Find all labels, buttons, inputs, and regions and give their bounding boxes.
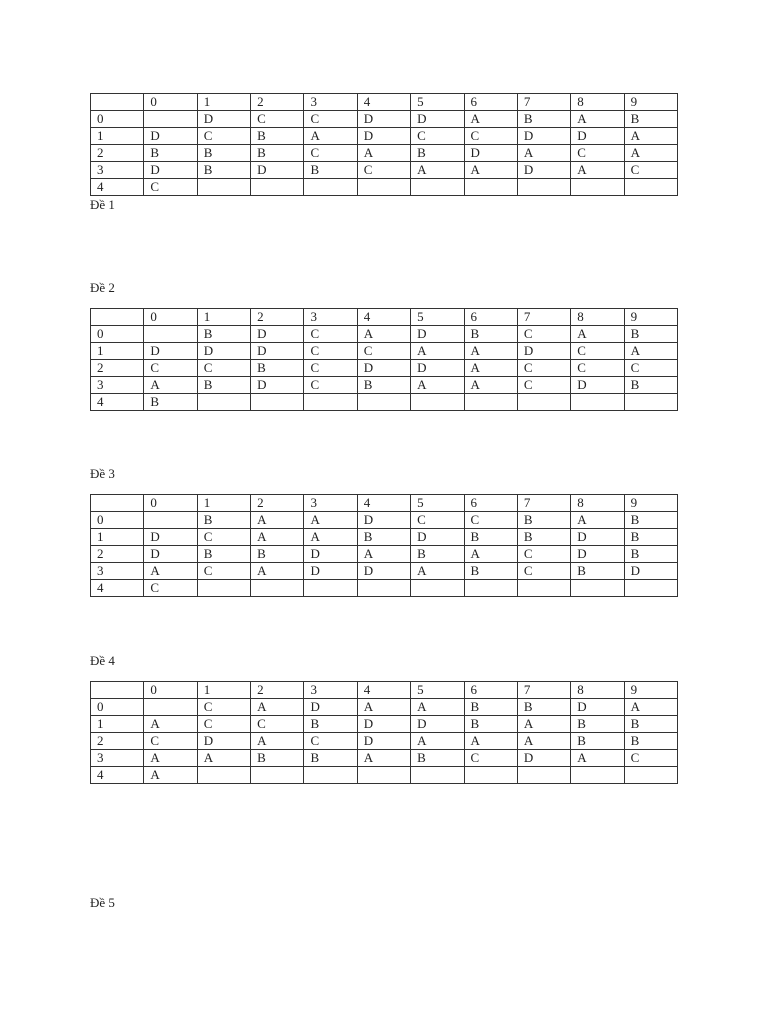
answer-cell: D bbox=[197, 733, 250, 750]
answer-cell: B bbox=[197, 326, 250, 343]
answer-cell: D bbox=[464, 145, 517, 162]
table-row bbox=[91, 716, 678, 733]
answer-cell: B bbox=[251, 145, 304, 162]
answer-cell: D bbox=[251, 326, 304, 343]
table-row bbox=[91, 179, 678, 196]
answer-cell: C bbox=[197, 360, 250, 377]
answer-cell: B bbox=[464, 699, 517, 716]
answer-cell: A bbox=[411, 343, 464, 360]
header-cell: 1 bbox=[197, 495, 250, 512]
answer-cell: A bbox=[571, 162, 624, 179]
answer-cell: D bbox=[517, 343, 570, 360]
answer-cell bbox=[304, 179, 357, 196]
answer-cell: C bbox=[464, 128, 517, 145]
header-cell bbox=[91, 495, 144, 512]
answer-cell: C bbox=[517, 377, 570, 394]
header-cell: 0 bbox=[144, 94, 197, 111]
answer-cell bbox=[571, 394, 624, 411]
answer-cell bbox=[304, 394, 357, 411]
header-cell: 5 bbox=[411, 309, 464, 326]
answer-cell: A bbox=[251, 512, 304, 529]
answer-cell bbox=[411, 179, 464, 196]
answer-cell bbox=[251, 179, 304, 196]
row-index-cell: 4 bbox=[91, 179, 144, 196]
answer-cell: C bbox=[464, 750, 517, 767]
answer-cell: C bbox=[304, 733, 357, 750]
answer-cell: D bbox=[251, 377, 304, 394]
answer-cell: C bbox=[624, 750, 677, 767]
header-cell: 8 bbox=[571, 495, 624, 512]
answer-cell: C bbox=[304, 326, 357, 343]
header-cell bbox=[91, 682, 144, 699]
answer-cell: A bbox=[571, 111, 624, 128]
answer-cell: B bbox=[571, 563, 624, 580]
answer-cell: D bbox=[517, 128, 570, 145]
row-index-cell: 3 bbox=[91, 162, 144, 179]
answer-table-de-1 bbox=[90, 93, 678, 196]
answer-cell: D bbox=[304, 546, 357, 563]
answer-cell: C bbox=[251, 111, 304, 128]
answer-cell: A bbox=[571, 750, 624, 767]
answer-cell bbox=[357, 580, 410, 597]
table-row bbox=[91, 733, 678, 750]
answer-cell: C bbox=[144, 360, 197, 377]
answer-cell: B bbox=[144, 394, 197, 411]
row-index-cell: 4 bbox=[91, 767, 144, 784]
answer-cell: C bbox=[304, 111, 357, 128]
row-index-cell: 2 bbox=[91, 546, 144, 563]
answer-cell: B bbox=[251, 546, 304, 563]
answer-cell bbox=[571, 580, 624, 597]
answer-cell: B bbox=[517, 111, 570, 128]
header-cell: 9 bbox=[624, 309, 677, 326]
answer-cell: A bbox=[251, 733, 304, 750]
header-cell: 8 bbox=[571, 682, 624, 699]
header-cell: 6 bbox=[464, 309, 517, 326]
table-row bbox=[91, 343, 678, 360]
table-row bbox=[91, 377, 678, 394]
label-de-1: Đề 1 bbox=[90, 197, 115, 212]
row-index-cell: 4 bbox=[91, 394, 144, 411]
answer-cell: D bbox=[357, 716, 410, 733]
answer-cell: A bbox=[464, 360, 517, 377]
answer-cell: C bbox=[411, 128, 464, 145]
answer-cell: A bbox=[357, 750, 410, 767]
answer-cell: C bbox=[197, 716, 250, 733]
answer-cell: B bbox=[197, 512, 250, 529]
answer-cell: B bbox=[197, 546, 250, 563]
answer-cell: B bbox=[464, 529, 517, 546]
answer-cell: D bbox=[144, 529, 197, 546]
header-cell: 4 bbox=[357, 309, 410, 326]
answer-cell: B bbox=[411, 145, 464, 162]
answer-cell: A bbox=[411, 377, 464, 394]
header-cell: 7 bbox=[517, 682, 570, 699]
header-cell: 0 bbox=[144, 495, 197, 512]
answer-cell: C bbox=[197, 529, 250, 546]
answer-cell: B bbox=[144, 145, 197, 162]
answer-cell: C bbox=[624, 360, 677, 377]
answer-cell: C bbox=[144, 179, 197, 196]
answer-cell: A bbox=[144, 563, 197, 580]
answer-cell bbox=[357, 767, 410, 784]
table-row bbox=[91, 546, 678, 563]
answer-cell: B bbox=[197, 162, 250, 179]
table-header-row bbox=[91, 495, 678, 512]
answer-cell: B bbox=[624, 546, 677, 563]
header-cell: 6 bbox=[464, 94, 517, 111]
header-cell: 7 bbox=[517, 94, 570, 111]
row-index-cell: 1 bbox=[91, 529, 144, 546]
answer-cell: B bbox=[357, 377, 410, 394]
answer-cell bbox=[304, 580, 357, 597]
row-index-cell: 0 bbox=[91, 512, 144, 529]
row-index-cell: 0 bbox=[91, 111, 144, 128]
row-index-cell: 1 bbox=[91, 343, 144, 360]
header-cell: 4 bbox=[357, 682, 410, 699]
answer-cell: B bbox=[197, 145, 250, 162]
header-cell: 7 bbox=[517, 495, 570, 512]
answer-cell: D bbox=[411, 360, 464, 377]
answer-cell: B bbox=[464, 563, 517, 580]
answer-cell: D bbox=[304, 563, 357, 580]
answer-cell: C bbox=[571, 360, 624, 377]
header-cell: 4 bbox=[357, 94, 410, 111]
answer-cell: A bbox=[144, 716, 197, 733]
header-cell: 6 bbox=[464, 495, 517, 512]
answer-cell: A bbox=[357, 546, 410, 563]
row-index-cell: 0 bbox=[91, 326, 144, 343]
answer-cell: A bbox=[304, 128, 357, 145]
answer-cell: B bbox=[624, 326, 677, 343]
answer-cell bbox=[144, 699, 197, 716]
header-cell: 7 bbox=[517, 309, 570, 326]
answer-cell: A bbox=[624, 699, 677, 716]
table-header-row bbox=[91, 309, 678, 326]
answer-cell: A bbox=[144, 750, 197, 767]
answer-cell bbox=[624, 580, 677, 597]
answer-cell: C bbox=[304, 145, 357, 162]
answer-cell bbox=[411, 394, 464, 411]
answer-cell: B bbox=[251, 360, 304, 377]
header-cell: 1 bbox=[197, 94, 250, 111]
answer-cell: A bbox=[144, 767, 197, 784]
answer-cell: C bbox=[357, 343, 410, 360]
answer-cell: C bbox=[517, 546, 570, 563]
answer-cell: D bbox=[144, 128, 197, 145]
answer-cell: B bbox=[571, 733, 624, 750]
answer-cell bbox=[464, 580, 517, 597]
table-row bbox=[91, 162, 678, 179]
answer-cell bbox=[517, 767, 570, 784]
answer-cell: D bbox=[571, 128, 624, 145]
header-cell: 1 bbox=[197, 682, 250, 699]
row-index-cell: 1 bbox=[91, 716, 144, 733]
table-row bbox=[91, 360, 678, 377]
answer-cell: A bbox=[464, 343, 517, 360]
answer-cell bbox=[251, 767, 304, 784]
answer-cell: B bbox=[411, 750, 464, 767]
answer-cell bbox=[464, 394, 517, 411]
answer-cell bbox=[251, 394, 304, 411]
table-row bbox=[91, 512, 678, 529]
header-cell: 3 bbox=[304, 682, 357, 699]
answer-cell: B bbox=[624, 377, 677, 394]
answer-cell bbox=[251, 580, 304, 597]
answer-cell: B bbox=[304, 162, 357, 179]
table-row bbox=[91, 529, 678, 546]
label-de-5: Đề 5 bbox=[90, 895, 115, 910]
answer-cell: B bbox=[304, 716, 357, 733]
answer-cell: B bbox=[624, 512, 677, 529]
label-de-3: Đề 3 bbox=[90, 466, 115, 481]
answer-cell bbox=[624, 767, 677, 784]
header-cell: 2 bbox=[251, 682, 304, 699]
answer-cell: D bbox=[571, 699, 624, 716]
row-index-cell: 3 bbox=[91, 377, 144, 394]
answer-cell: A bbox=[624, 128, 677, 145]
answer-cell: B bbox=[251, 750, 304, 767]
answer-table-de-4 bbox=[90, 681, 678, 784]
header-cell: 4 bbox=[357, 495, 410, 512]
answer-cell: A bbox=[304, 512, 357, 529]
row-index-cell: 2 bbox=[91, 360, 144, 377]
answer-cell bbox=[357, 179, 410, 196]
answer-cell: B bbox=[464, 326, 517, 343]
answer-cell: D bbox=[304, 699, 357, 716]
answer-cell: A bbox=[357, 326, 410, 343]
answer-cell: C bbox=[144, 733, 197, 750]
header-cell: 2 bbox=[251, 309, 304, 326]
answer-cell: B bbox=[624, 529, 677, 546]
answer-cell: B bbox=[197, 377, 250, 394]
answer-cell: B bbox=[571, 716, 624, 733]
header-cell: 3 bbox=[304, 309, 357, 326]
answer-cell: B bbox=[251, 128, 304, 145]
table-row bbox=[91, 145, 678, 162]
answer-cell: A bbox=[411, 563, 464, 580]
header-cell: 0 bbox=[144, 309, 197, 326]
answer-cell: A bbox=[464, 377, 517, 394]
table-header-row bbox=[91, 682, 678, 699]
answer-cell: C bbox=[411, 512, 464, 529]
answer-cell bbox=[571, 179, 624, 196]
answer-cell: B bbox=[464, 716, 517, 733]
answer-cell: D bbox=[357, 563, 410, 580]
answer-cell bbox=[411, 580, 464, 597]
header-cell: 2 bbox=[251, 495, 304, 512]
answer-cell bbox=[624, 394, 677, 411]
answer-cell: A bbox=[624, 145, 677, 162]
answer-cell: B bbox=[624, 111, 677, 128]
header-cell: 3 bbox=[304, 94, 357, 111]
answer-cell: C bbox=[517, 326, 570, 343]
answer-cell: C bbox=[624, 162, 677, 179]
answer-cell: D bbox=[197, 343, 250, 360]
answer-cell: C bbox=[304, 377, 357, 394]
row-index-cell: 1 bbox=[91, 128, 144, 145]
answer-cell: D bbox=[197, 111, 250, 128]
header-cell: 2 bbox=[251, 94, 304, 111]
header-cell: 5 bbox=[411, 495, 464, 512]
answer-cell: C bbox=[304, 360, 357, 377]
answer-cell bbox=[144, 512, 197, 529]
answer-cell: A bbox=[464, 162, 517, 179]
header-cell bbox=[91, 94, 144, 111]
answer-table-de-3 bbox=[90, 494, 678, 597]
answer-cell: A bbox=[411, 162, 464, 179]
table-row bbox=[91, 750, 678, 767]
answer-cell: A bbox=[197, 750, 250, 767]
answer-cell: D bbox=[144, 343, 197, 360]
answer-cell: C bbox=[571, 145, 624, 162]
answer-cell: D bbox=[517, 750, 570, 767]
answer-cell: C bbox=[464, 512, 517, 529]
answer-cell bbox=[144, 111, 197, 128]
answer-cell: A bbox=[144, 377, 197, 394]
answer-cell bbox=[304, 767, 357, 784]
answer-cell bbox=[517, 580, 570, 597]
answer-cell: B bbox=[624, 716, 677, 733]
answer-cell: D bbox=[571, 546, 624, 563]
answer-cell: A bbox=[517, 733, 570, 750]
answer-cell: B bbox=[517, 699, 570, 716]
answer-cell: B bbox=[304, 750, 357, 767]
table-header-row bbox=[91, 94, 678, 111]
answer-cell bbox=[464, 767, 517, 784]
answer-cell bbox=[517, 179, 570, 196]
answer-cell: B bbox=[357, 529, 410, 546]
answer-cell: A bbox=[464, 546, 517, 563]
header-cell: 0 bbox=[144, 682, 197, 699]
answer-cell: D bbox=[624, 563, 677, 580]
answer-cell: A bbox=[251, 563, 304, 580]
table-row bbox=[91, 394, 678, 411]
row-index-cell: 4 bbox=[91, 580, 144, 597]
answer-cell: A bbox=[464, 111, 517, 128]
answer-cell: D bbox=[357, 111, 410, 128]
answer-cell: D bbox=[517, 162, 570, 179]
answer-cell: C bbox=[197, 128, 250, 145]
answer-cell: C bbox=[304, 343, 357, 360]
answer-cell bbox=[197, 179, 250, 196]
answer-cell: D bbox=[144, 162, 197, 179]
answer-cell: A bbox=[411, 733, 464, 750]
table-row bbox=[91, 128, 678, 145]
answer-cell: C bbox=[571, 343, 624, 360]
answer-cell: D bbox=[411, 716, 464, 733]
table-row bbox=[91, 563, 678, 580]
row-index-cell: 2 bbox=[91, 145, 144, 162]
answer-cell: C bbox=[517, 563, 570, 580]
answer-cell: D bbox=[357, 360, 410, 377]
header-cell: 5 bbox=[411, 682, 464, 699]
answer-cell: A bbox=[571, 326, 624, 343]
answer-cell bbox=[571, 767, 624, 784]
answer-cell bbox=[517, 394, 570, 411]
table-row bbox=[91, 767, 678, 784]
header-cell: 9 bbox=[624, 495, 677, 512]
answer-cell: A bbox=[357, 699, 410, 716]
answer-cell: B bbox=[517, 512, 570, 529]
answer-cell: D bbox=[357, 733, 410, 750]
answer-cell bbox=[197, 767, 250, 784]
answer-cell: D bbox=[411, 111, 464, 128]
answer-cell: A bbox=[357, 145, 410, 162]
answer-cell: D bbox=[357, 128, 410, 145]
header-cell: 5 bbox=[411, 94, 464, 111]
answer-cell bbox=[197, 394, 250, 411]
answer-cell bbox=[357, 394, 410, 411]
header-cell: 1 bbox=[197, 309, 250, 326]
answer-cell: C bbox=[197, 699, 250, 716]
header-cell: 6 bbox=[464, 682, 517, 699]
header-cell: 8 bbox=[571, 309, 624, 326]
answer-cell: C bbox=[517, 360, 570, 377]
answer-cell: A bbox=[251, 699, 304, 716]
answer-cell: A bbox=[517, 716, 570, 733]
header-cell: 3 bbox=[304, 495, 357, 512]
answer-cell: A bbox=[517, 145, 570, 162]
table-row bbox=[91, 580, 678, 597]
answer-cell: A bbox=[304, 529, 357, 546]
table-row bbox=[91, 111, 678, 128]
answer-cell: D bbox=[571, 377, 624, 394]
answer-cell: A bbox=[251, 529, 304, 546]
answer-cell bbox=[197, 580, 250, 597]
answer-cell: B bbox=[624, 733, 677, 750]
answer-cell: A bbox=[411, 699, 464, 716]
table-row bbox=[91, 699, 678, 716]
answer-cell: A bbox=[624, 343, 677, 360]
answer-cell: A bbox=[464, 733, 517, 750]
table-row bbox=[91, 326, 678, 343]
answer-cell: C bbox=[144, 580, 197, 597]
answer-cell: C bbox=[251, 716, 304, 733]
answer-cell: D bbox=[411, 529, 464, 546]
answer-cell: D bbox=[251, 162, 304, 179]
answer-cell: D bbox=[357, 512, 410, 529]
row-index-cell: 3 bbox=[91, 563, 144, 580]
answer-cell bbox=[464, 179, 517, 196]
answer-cell: B bbox=[411, 546, 464, 563]
row-index-cell: 0 bbox=[91, 699, 144, 716]
answer-cell: D bbox=[144, 546, 197, 563]
answer-cell: A bbox=[571, 512, 624, 529]
answer-cell: D bbox=[251, 343, 304, 360]
answer-cell: C bbox=[197, 563, 250, 580]
answer-cell: B bbox=[517, 529, 570, 546]
header-cell: 8 bbox=[571, 94, 624, 111]
answer-cell: C bbox=[357, 162, 410, 179]
header-cell: 9 bbox=[624, 94, 677, 111]
answer-cell: D bbox=[411, 326, 464, 343]
answer-cell bbox=[624, 179, 677, 196]
label-de-4: Đề 4 bbox=[90, 653, 115, 668]
answer-cell: D bbox=[571, 529, 624, 546]
answer-cell bbox=[411, 767, 464, 784]
row-index-cell: 3 bbox=[91, 750, 144, 767]
row-index-cell: 2 bbox=[91, 733, 144, 750]
header-cell bbox=[91, 309, 144, 326]
answer-table-de-2 bbox=[90, 308, 678, 411]
label-de-2: Đề 2 bbox=[90, 280, 115, 295]
answer-cell bbox=[144, 326, 197, 343]
header-cell: 9 bbox=[624, 682, 677, 699]
